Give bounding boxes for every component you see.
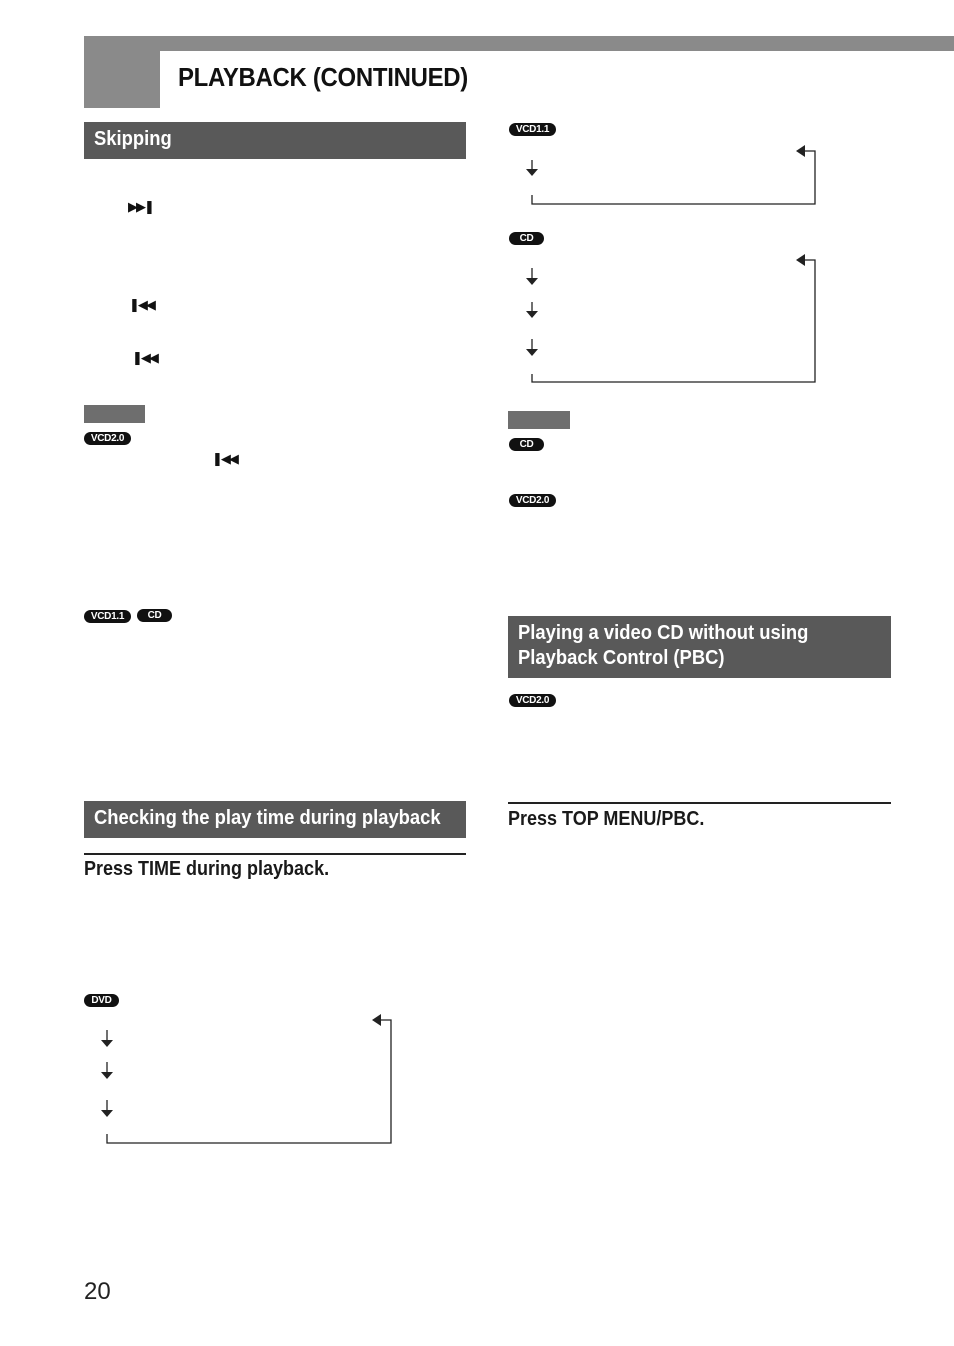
note-bar xyxy=(508,411,570,429)
section-pbc-title-line2: Playback Control (PBC) xyxy=(518,647,725,669)
previous-track-icon: ❚◀◀ xyxy=(212,451,237,466)
next-track-icon: ▶▶❚ xyxy=(128,199,153,214)
badge-cd: CD xyxy=(509,232,544,245)
page-number: 20 xyxy=(84,1278,111,1305)
instruction-rule xyxy=(84,853,466,855)
instruction-pbc: Press TOP MENU/PBC. xyxy=(508,808,705,830)
badge-dvd: DVD xyxy=(84,994,119,1007)
header-corner-block xyxy=(84,36,160,108)
badge-vcd20: VCD2.0 xyxy=(509,694,556,707)
instruction-rule xyxy=(508,802,891,804)
instruction-time: Press TIME during playback. xyxy=(84,858,330,880)
dvd-display-cycle-diagram xyxy=(95,1010,400,1150)
badge-vcd20: VCD2.0 xyxy=(84,432,131,445)
previous-track-icon: ❚◀◀ xyxy=(129,297,154,312)
page-title: PLAYBACK (CONTINUED) xyxy=(178,62,468,92)
section-play-time-title: Checking the play time during playback xyxy=(94,807,441,829)
header-corner-notch xyxy=(160,51,170,61)
badge-vcd20: VCD2.0 xyxy=(509,494,556,507)
badge-vcd11: VCD1.1 xyxy=(509,123,556,136)
section-skipping-header xyxy=(84,122,466,159)
section-play-time-header xyxy=(84,801,466,838)
section-pbc-header xyxy=(508,616,891,678)
header-bar xyxy=(160,36,954,51)
cd-display-cycle-diagram xyxy=(520,250,825,390)
badge-cd: CD xyxy=(509,438,544,451)
vcd11-display-cycle-diagram xyxy=(520,140,825,210)
badge-vcd11: VCD1.1 xyxy=(84,610,131,623)
note-bar xyxy=(84,405,145,423)
previous-track-icon: ❚◀◀ xyxy=(132,350,157,365)
section-skipping-title: Skipping xyxy=(94,128,172,150)
section-pbc-title-line1: Playing a video CD without using xyxy=(518,622,809,644)
badge-cd: CD xyxy=(137,609,172,622)
